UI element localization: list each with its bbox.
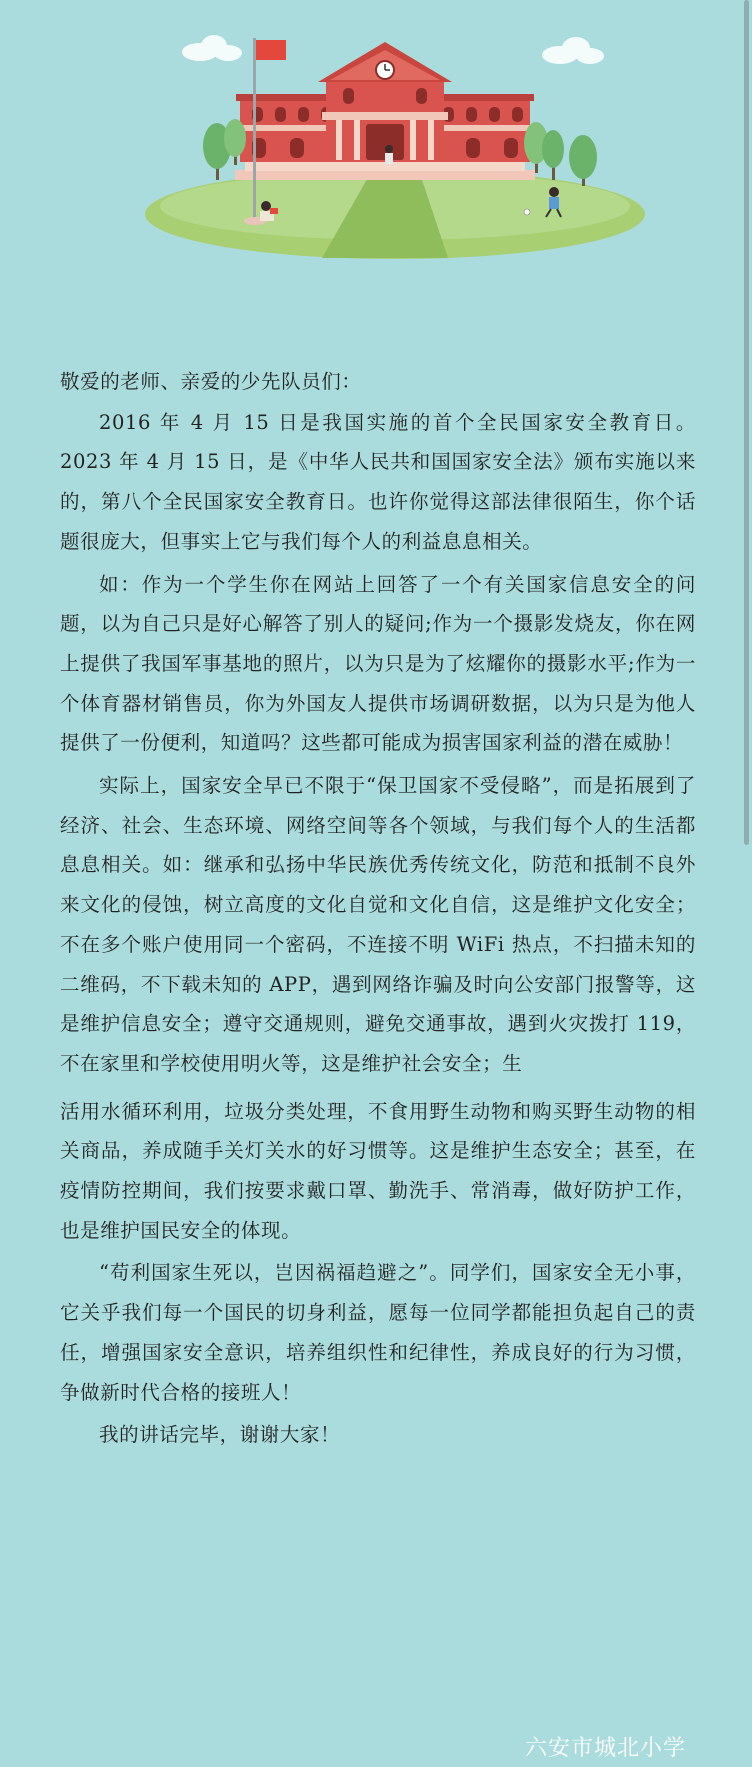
paragraph: 如：作为一个学生你在网站上回答了一个有关国家信息安全的问题，以为自己只是好心解答了别人的疑问;作为一个摄影发烧友，你在网上提供了我国军事基地的照片，以为只是为了炫耀你的摄影水平;作为一个体育器材销售员，你为外国友人提供市场调研数据，以为只是为他人提供了一份便利，知道吗？这些都可能成为损害国家利益的潜在威胁！ [60,572,696,755]
paragraph-continuation: 活用水循环利用，垃圾分类处理，不食用野生动物和购买野生动物的相关商品，养成随手关灯关水的好习惯等。这是维护生态安全；甚至，在疫情防控期间，我们按要求戴口罩、勤洗手、常消毒，做好防护工作，也是维护国民安全的体现。 [60,1099,696,1242]
closing-line: 我的讲话完毕，谢谢大家！ [99,1423,341,1447]
speech-article [60,362,696,1455]
child-icon [385,145,393,164]
paragraph: 实际上，国家安全早已不限于“保卫国家不受侵略”，而是拓展到了经济、社会、生态环境、网络空间等各个领域，与我们每个人的生活都息息相关。如：继承和弘扬中华民族优秀传统文化，防范和抵制不良外来文化的侵蚀，树立高度的文化自觉和文化自信，这是维护文化安全；不在多个账户使用同一个密码，不连接不明 WiFi 热点，不扫描未知的二维码，不下载未知的 APP，遇到网络诈骗及时向公安部门报警等，这是维护信息安全；遵守交通规则，避免交通事故，遇到火灾拨打 119，不在家里和学校使用明火等，这是维护社会安全；生 [60,774,696,1075]
paragraph: “苟利国家生死以，岂因祸福趋避之”。同学们，国家安全无小事，它关乎我们每一个国民的切身利益，愿每一位同学都能担负起自己的责任，增强国家安全意识，培养组织性和纪律性，养成良好的行为习惯，争做新时代合格的接班人！ [60,1261,696,1404]
scrollbar-thumb[interactable] [744,0,749,845]
school-illustration [0,0,752,290]
paragraph: 2016 年 4 月 15 日是我国实施的首个全民国家安全教育日。2023 年 4 月 15 日，是《中华人民共和国国家安全法》颁布实施以来的，第八个全民国家安全教育日。也许你觉得这部法律很陌生，你个话题很庞大，但事实上它与我们每个人的利益息息相关。 [60,410,696,553]
salutation: 敬爱的老师、亲爱的少先队员们： [60,370,362,393]
cloud-icon [182,35,242,61]
school-name: 六安市城北小学 [524,1736,686,1761]
cloud-icon [542,37,604,64]
